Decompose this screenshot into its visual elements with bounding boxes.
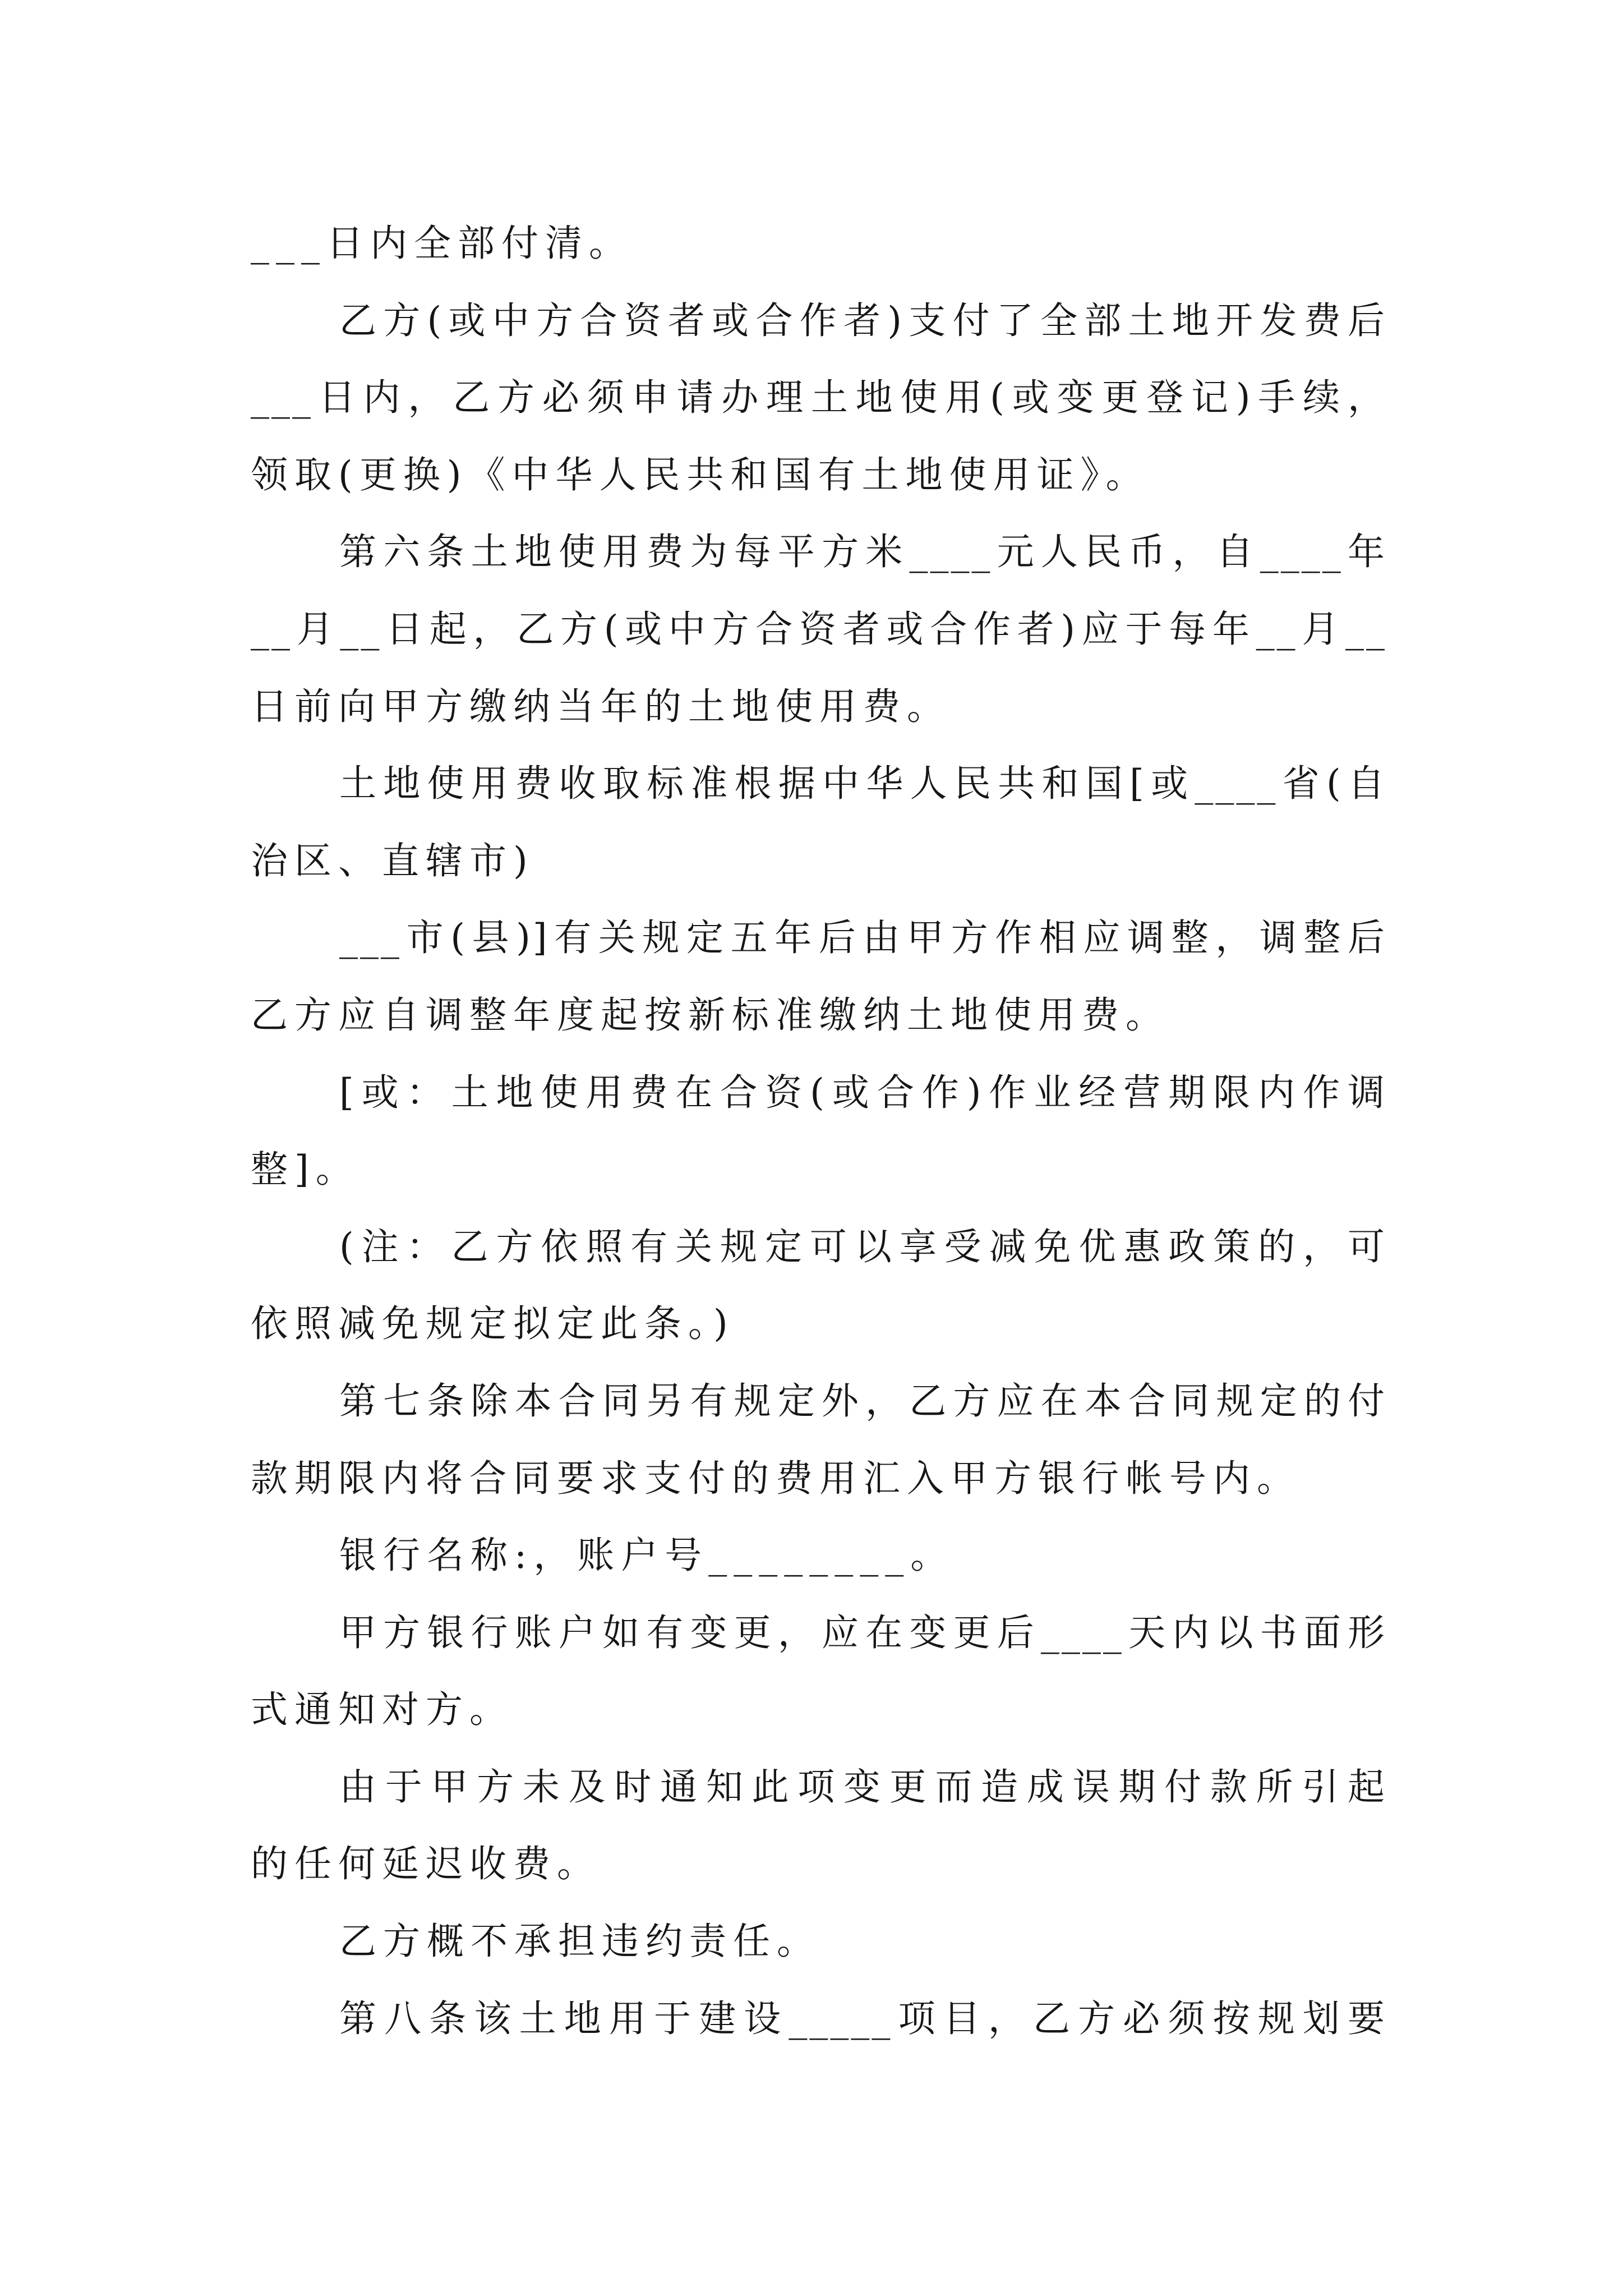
text-line: 第八条该土地用于建设_____项目，乙方必须按规划要	[339, 1996, 1387, 2040]
text-line: 式通知对方。	[251, 1688, 513, 1732]
text-line: 款期限内将合同要求支付的费用汇入甲方银行帐号内。	[251, 1456, 1301, 1500]
paragraph	[251, 1517, 1387, 1594]
text-line: 乙方应自调整年度起按新标准缴纳土地使用费。	[251, 993, 1169, 1037]
text-line: 土地使用费收取标准根据中华人民共和国[或____省(自	[339, 762, 1387, 806]
paragraph	[251, 205, 1387, 282]
paragraph	[251, 1594, 1387, 1749]
text-line: (注：乙方依照有关规定可以享受减免优惠政策的，可	[339, 1225, 1387, 1268]
text-line: 乙方(或中方合资者或合作者)支付了全部土地开发费后	[339, 298, 1387, 342]
text-line: 日前向甲方缴纳当年的土地使用费。	[251, 684, 951, 728]
text-line: 的任何延迟收费。	[251, 1842, 601, 1886]
paragraph	[251, 1749, 1387, 1903]
paragraph	[251, 513, 1387, 745]
paragraph	[251, 282, 1387, 514]
paragraph	[251, 1363, 1387, 1517]
document-body	[251, 205, 1387, 2057]
paragraph	[251, 1054, 1387, 1208]
text-line: 由于甲方未及时通知此项变更而造成误期付款所引起	[339, 1765, 1387, 1809]
text-line: ___日内，乙方必须申请办理土地使用(或变更登记)手续，	[251, 376, 1387, 420]
text-line: 领取(更换)《中华人民共和国有土地使用证》。	[251, 453, 1150, 496]
text-line: 第七条除本合同另有规定外，乙方应在本合同规定的付	[339, 1379, 1387, 1423]
text-line: __月__日起，乙方(或中方合资者或合作者)应于每年__月__	[251, 607, 1387, 651]
paragraph	[251, 745, 1387, 899]
text-line: 银行名称:，账户号________。	[339, 1534, 955, 1577]
text-line: 甲方银行账户如有变更，应在变更后____天内以书面形	[339, 1611, 1387, 1654]
text-line: ___市(县)]有关规定五年后由甲方作相应调整，调整后	[339, 916, 1387, 960]
text-line: ___日内全部付清。	[251, 222, 633, 265]
paragraph	[251, 1980, 1387, 2058]
text-line: 第六条土地使用费为每平方米____元人民币，自____年	[339, 530, 1387, 574]
text-line: 依照减免规定拟定此条。)	[251, 1302, 735, 1346]
text-line: [或：土地使用费在合资(或合作)作业经营期限内作调	[339, 1070, 1387, 1114]
paragraph	[251, 899, 1387, 1053]
paragraph	[251, 1903, 1387, 1980]
text-line: 治区、直辖市)	[251, 839, 534, 882]
text-line: 整]。	[251, 1148, 359, 1191]
text-line: 乙方概不承担违约责任。	[339, 1920, 820, 1963]
paragraph	[251, 1208, 1387, 1363]
